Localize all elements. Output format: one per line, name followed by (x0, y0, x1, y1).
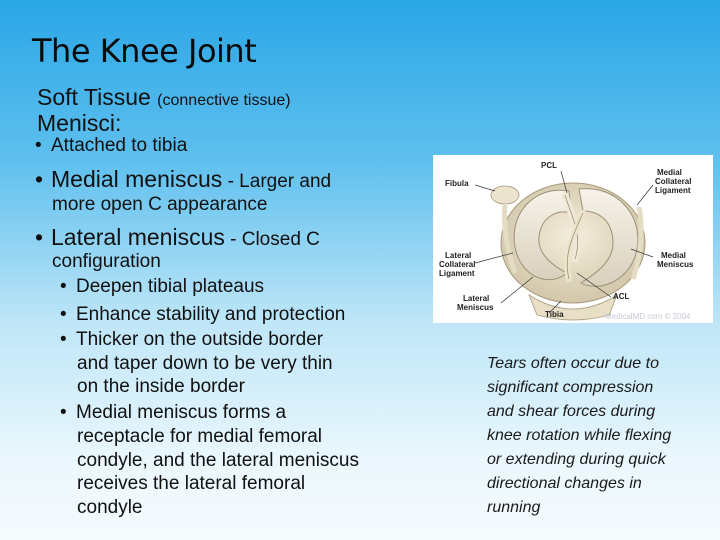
bullet-attached (35, 135, 187, 157)
label-lm-2: Meniscus (457, 303, 494, 312)
heading-sub: (connective tissue) (157, 92, 291, 109)
bullet-marker: • (35, 166, 44, 192)
bullet-marker: • (35, 224, 44, 250)
note-line: and shear forces during (487, 403, 656, 420)
bullet-rest: - Closed C (224, 229, 320, 250)
sub-bullet-thicker (60, 329, 323, 351)
knee-anatomy-figure (433, 155, 713, 323)
label-fibula: Fibula (445, 179, 469, 188)
label-tibia: Tibia (545, 310, 564, 319)
label-lcl-1: Lateral (445, 251, 472, 260)
bullet-rest: - Larger and (222, 171, 332, 192)
label-lcl-2: Collateral (439, 260, 476, 269)
bullet-medial-cont: more open C appearance (52, 194, 268, 215)
note-line: or extending during quick (487, 451, 666, 468)
note-line: directional changes in (487, 475, 642, 492)
sub-bullet-text: Medial meniscus forms a (76, 402, 287, 423)
bullet-text: Attached to tibia (51, 135, 188, 156)
sub-bullet-receptacle-l4: receives the lateral femoral (77, 473, 306, 494)
bullet-marker: • (60, 402, 67, 423)
sub-bullet-receptacle-l2: receptacle for medial femoral (77, 426, 322, 447)
watermark: MedicalMD.com © 2004 (605, 312, 691, 321)
label-acl: ACL (613, 292, 630, 301)
label-lcl-3: Ligament (439, 269, 475, 278)
label-mcl-2: Collateral (655, 177, 692, 186)
label-mm-1: Medial (661, 251, 686, 260)
sub-bullet-text: Enhance stability and protection (76, 304, 346, 325)
label-mcl-3: Ligament (655, 186, 691, 195)
sub-bullet-deepen (60, 276, 264, 298)
note-line: knee rotation while flexing (487, 427, 672, 444)
label-mcl-1: Medial (657, 168, 682, 177)
slide-title: The Knee Joint (32, 32, 257, 70)
bullet-marker: • (60, 276, 67, 297)
bullet-marker: • (60, 304, 67, 325)
sub-bullet-receptacle-l3: condyle, and the lateral meniscus (77, 450, 359, 471)
sub-bullet-stability (60, 304, 345, 326)
heading-main: Soft Tissue (37, 84, 151, 110)
bullet-term: Lateral meniscus (51, 224, 225, 250)
sub-bullet-thicker-l2: and taper down to be very thin (77, 353, 333, 374)
bullet-term: Medial meniscus (51, 166, 223, 192)
heading-soft-tissue (37, 84, 291, 111)
bullet-marker: • (60, 329, 67, 350)
note-line: running (487, 499, 541, 516)
tears-note (487, 352, 712, 520)
label-pcl: PCL (541, 161, 557, 170)
note-line: significant compression (487, 379, 654, 396)
sub-bullet-text: Deepen tibial plateaus (76, 276, 265, 297)
fibula-head (491, 186, 519, 204)
bullet-medial-meniscus (35, 166, 331, 193)
heading-menisci: Menisci: (37, 110, 122, 136)
bullet-marker: • (35, 135, 42, 156)
sub-bullet-text: Thicker on the outside border (76, 329, 324, 350)
label-lm-1: Lateral (463, 294, 490, 303)
sub-bullet-receptacle (60, 402, 286, 424)
sub-bullet-thicker-l3: on the inside border (77, 376, 245, 397)
label-mm-2: Meniscus (657, 260, 694, 269)
bullet-lateral-cont: configuration (52, 251, 161, 272)
bullet-lateral-meniscus (35, 224, 320, 251)
sub-bullet-receptacle-l5: condyle (77, 497, 143, 518)
knee-anatomy-svg (433, 155, 713, 323)
note-line: Tears often occur due to (487, 355, 659, 372)
